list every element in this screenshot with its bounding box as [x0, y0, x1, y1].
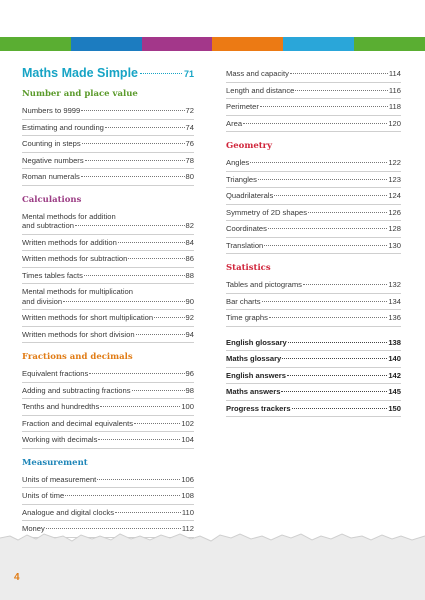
entry-page: 90	[185, 296, 194, 306]
entry-page: 86	[185, 254, 194, 263]
entry-title: and division	[22, 296, 63, 306]
leader-dots	[262, 301, 388, 302]
leader-dots	[65, 495, 180, 496]
entry-title: Fraction and decimal equivalents	[22, 418, 134, 428]
color-bar-segment	[283, 37, 354, 51]
contents-right-column	[226, 66, 401, 417]
maths-made-simple-title[interactable]	[22, 66, 194, 80]
section-heading: Number and place value	[22, 89, 138, 99]
entry-page: 110	[181, 507, 194, 517]
entry-title: Numbers to 9999	[22, 106, 81, 115]
title-page: 71	[183, 69, 194, 79]
entry-page: 106	[181, 474, 194, 484]
leader-dots	[281, 391, 387, 392]
section-heading: Calculations	[22, 194, 82, 205]
entry-page: 124	[388, 191, 401, 200]
entry-title: Money	[22, 524, 45, 533]
entry-title: Written methods for addition	[22, 237, 117, 247]
entry-page: 88	[185, 270, 194, 280]
contents-entry[interactable]	[22, 120, 194, 137]
contents-entry[interactable]	[22, 209, 194, 235]
entry-title: Estimating and rounding	[22, 122, 104, 132]
section-heading: Measurement	[22, 457, 88, 468]
leader-dots	[274, 195, 387, 196]
leader-dots	[288, 342, 388, 343]
entry-page: 84	[185, 237, 194, 247]
entry-title: Written methods for short multiplication	[22, 313, 154, 322]
entry-page: 134	[388, 296, 401, 306]
contents-entry[interactable]	[226, 401, 401, 418]
contents-entry[interactable]	[226, 294, 401, 311]
entry-page: 96	[185, 369, 194, 378]
contents-entry[interactable]	[226, 155, 401, 172]
entry-page: 76	[185, 139, 194, 148]
contents-entry[interactable]	[22, 472, 194, 489]
entry-page: 128	[388, 224, 401, 233]
entry-title: Times tables facts	[22, 270, 83, 280]
entry-page: 118	[388, 102, 401, 111]
leader-dots	[134, 423, 180, 424]
entry-page: 138	[388, 337, 401, 347]
contents-entry[interactable]	[22, 268, 194, 285]
entry-page: 72	[185, 106, 194, 115]
leader-dots	[260, 106, 388, 107]
entry-title: Area	[226, 118, 243, 128]
contents-entry[interactable]	[22, 169, 194, 186]
leader-dots	[82, 143, 185, 144]
entry-title: Negative numbers	[22, 155, 84, 165]
contents-entry[interactable]	[22, 103, 194, 120]
entry-title: Translation	[226, 240, 264, 250]
torn-paper-edge	[0, 530, 425, 600]
entry-title: Tables and pictograms	[226, 280, 302, 289]
leader-dots	[282, 358, 387, 359]
leader-dots	[128, 258, 184, 259]
entry-title: Analogue and digital clocks	[22, 507, 115, 517]
entry-title-line1: Mental methods for addition	[22, 211, 116, 221]
contents-entry[interactable]	[22, 432, 194, 449]
entry-page: 78	[185, 155, 194, 165]
entry-title: Length and distance	[226, 85, 295, 95]
color-bar-segment	[71, 37, 142, 51]
contents-entry[interactable]	[226, 384, 401, 401]
leader-dots	[84, 275, 185, 276]
leader-dots	[258, 179, 387, 180]
contents-entry[interactable]	[226, 205, 401, 222]
leader-dots	[250, 162, 387, 163]
contents-entry[interactable]	[22, 399, 194, 416]
entry-title-line1: Mental methods for multiplication	[22, 287, 134, 296]
leader-dots	[75, 225, 185, 226]
contents-entry[interactable]	[22, 366, 194, 383]
entry-page: 122	[388, 158, 401, 167]
entry-page: 74	[185, 122, 194, 132]
leader-dots	[85, 160, 185, 161]
contents-entry[interactable]	[22, 327, 194, 344]
contents-entry[interactable]	[22, 136, 194, 153]
entry-title: Progress trackers	[226, 403, 291, 413]
entry-page: 108	[181, 491, 194, 500]
section-heading: Geometry	[226, 141, 273, 151]
contents-entry[interactable]	[226, 277, 401, 294]
contents-entry[interactable]	[22, 251, 194, 268]
leader-dots	[81, 110, 184, 111]
entry-page: 140	[388, 354, 401, 363]
contents-entry[interactable]	[226, 310, 401, 327]
color-bar-segment	[212, 37, 283, 51]
leader-dots	[268, 228, 387, 229]
section-heading: Statistics	[226, 263, 271, 273]
leader-dots	[98, 439, 180, 440]
entry-title: Mass and capacity	[226, 69, 289, 78]
contents-left-column	[22, 66, 194, 538]
leader-dots	[303, 284, 387, 285]
entry-page: 126	[388, 207, 401, 217]
contents-entry[interactable]	[226, 335, 401, 352]
entry-title: English answers	[226, 370, 286, 380]
leader-dots	[81, 176, 185, 177]
leader-dots	[132, 390, 185, 391]
entry-title: Coordinates	[226, 224, 267, 233]
entry-page: 102	[181, 418, 194, 428]
entry-title: Maths glossary	[226, 354, 282, 363]
entry-title: Symmetry of 2D shapes	[226, 207, 308, 217]
entry-title: Perimeter	[226, 102, 259, 111]
entry-page: 132	[388, 280, 401, 289]
contents-entry[interactable]	[226, 83, 401, 100]
entry-title: English glossary	[226, 337, 287, 347]
entry-title: Quadrilaterals	[226, 191, 274, 200]
contents-entry[interactable]	[226, 221, 401, 238]
entry-title: Time graphs	[226, 313, 268, 322]
leader-dots	[264, 245, 387, 246]
entry-page: 150	[388, 403, 401, 413]
entry-title: Adding and subtracting fractions	[22, 385, 131, 395]
leader-dots	[154, 317, 184, 318]
title-label: Maths Made Simple	[22, 66, 138, 80]
leader-dots	[290, 73, 388, 74]
leader-dots	[46, 528, 181, 529]
contents-entry[interactable]	[226, 99, 401, 116]
entry-title: Units of measurement	[22, 474, 97, 484]
entry-page: 80	[185, 172, 194, 181]
entry-title: Working with decimals	[22, 435, 98, 444]
contents-entry[interactable]	[226, 66, 401, 83]
contents-entry[interactable]	[226, 188, 401, 205]
contents-entry[interactable]	[22, 310, 194, 327]
entry-page: 112	[181, 524, 194, 533]
contents-entry[interactable]	[226, 351, 401, 368]
color-bar-segment	[0, 37, 71, 51]
contents-entry[interactable]	[22, 505, 194, 522]
leader-dots	[100, 406, 180, 407]
leader-dots	[269, 317, 387, 318]
contents-entry[interactable]	[22, 153, 194, 170]
entry-page: 100	[181, 402, 194, 411]
section-heading: Fractions and decimals	[22, 352, 133, 362]
leader-dots	[243, 123, 387, 124]
contents-entry[interactable]	[22, 416, 194, 433]
color-bar-segment	[354, 37, 425, 51]
entry-title: Roman numerals	[22, 172, 80, 181]
leader-dots	[118, 242, 185, 243]
leader-dots	[295, 90, 387, 91]
entry-title: Bar charts	[226, 296, 261, 306]
page-number: 4	[14, 572, 20, 583]
contents-entry[interactable]	[226, 238, 401, 255]
entry-page: 123	[388, 174, 401, 184]
entry-page: 114	[388, 69, 401, 78]
entry-title: and subtraction	[22, 221, 74, 230]
entry-page: 142	[388, 370, 401, 380]
contents-entry[interactable]	[22, 488, 194, 505]
leader-dots	[136, 334, 185, 335]
contents-entry[interactable]	[226, 172, 401, 189]
entry-title: Equivalent fractions	[22, 369, 89, 378]
color-bar-segment	[142, 37, 213, 51]
entry-title: Written methods for short division	[22, 329, 135, 339]
leader-dots	[89, 373, 184, 374]
entry-page: 130	[388, 240, 401, 250]
entry-page: 145	[388, 387, 401, 396]
entry-title: Written methods for subtraction	[22, 254, 128, 263]
entry-title: Units of time	[22, 491, 65, 500]
contents-entry[interactable]	[226, 368, 401, 385]
leader-dots	[63, 301, 184, 302]
leader-dots	[97, 479, 180, 480]
entry-title: Tenths and hundredths	[22, 402, 100, 411]
entry-page: 120	[388, 118, 401, 128]
entry-page: 94	[185, 329, 194, 339]
leader-dots	[140, 73, 182, 74]
entry-title: Maths answers	[226, 387, 281, 396]
contents-entry[interactable]	[22, 235, 194, 252]
entry-page: 98	[185, 385, 194, 395]
contents-entry[interactable]	[226, 116, 401, 133]
entry-page: 82	[185, 221, 194, 230]
entry-page: 92	[185, 313, 194, 322]
entry-title: Triangles	[226, 174, 257, 184]
leader-dots	[115, 512, 181, 513]
entry-page: 104	[181, 435, 194, 444]
contents-entry[interactable]	[22, 284, 194, 310]
leader-dots	[105, 127, 185, 128]
leader-dots	[287, 375, 387, 376]
leader-dots	[308, 212, 387, 213]
leader-dots	[292, 408, 388, 409]
contents-entry[interactable]	[22, 383, 194, 400]
top-color-bar	[0, 37, 425, 51]
entry-page: 116	[388, 85, 401, 95]
entry-title: Counting in steps	[22, 139, 81, 148]
entry-page: 136	[388, 313, 401, 322]
entry-title: Angles	[226, 158, 250, 167]
